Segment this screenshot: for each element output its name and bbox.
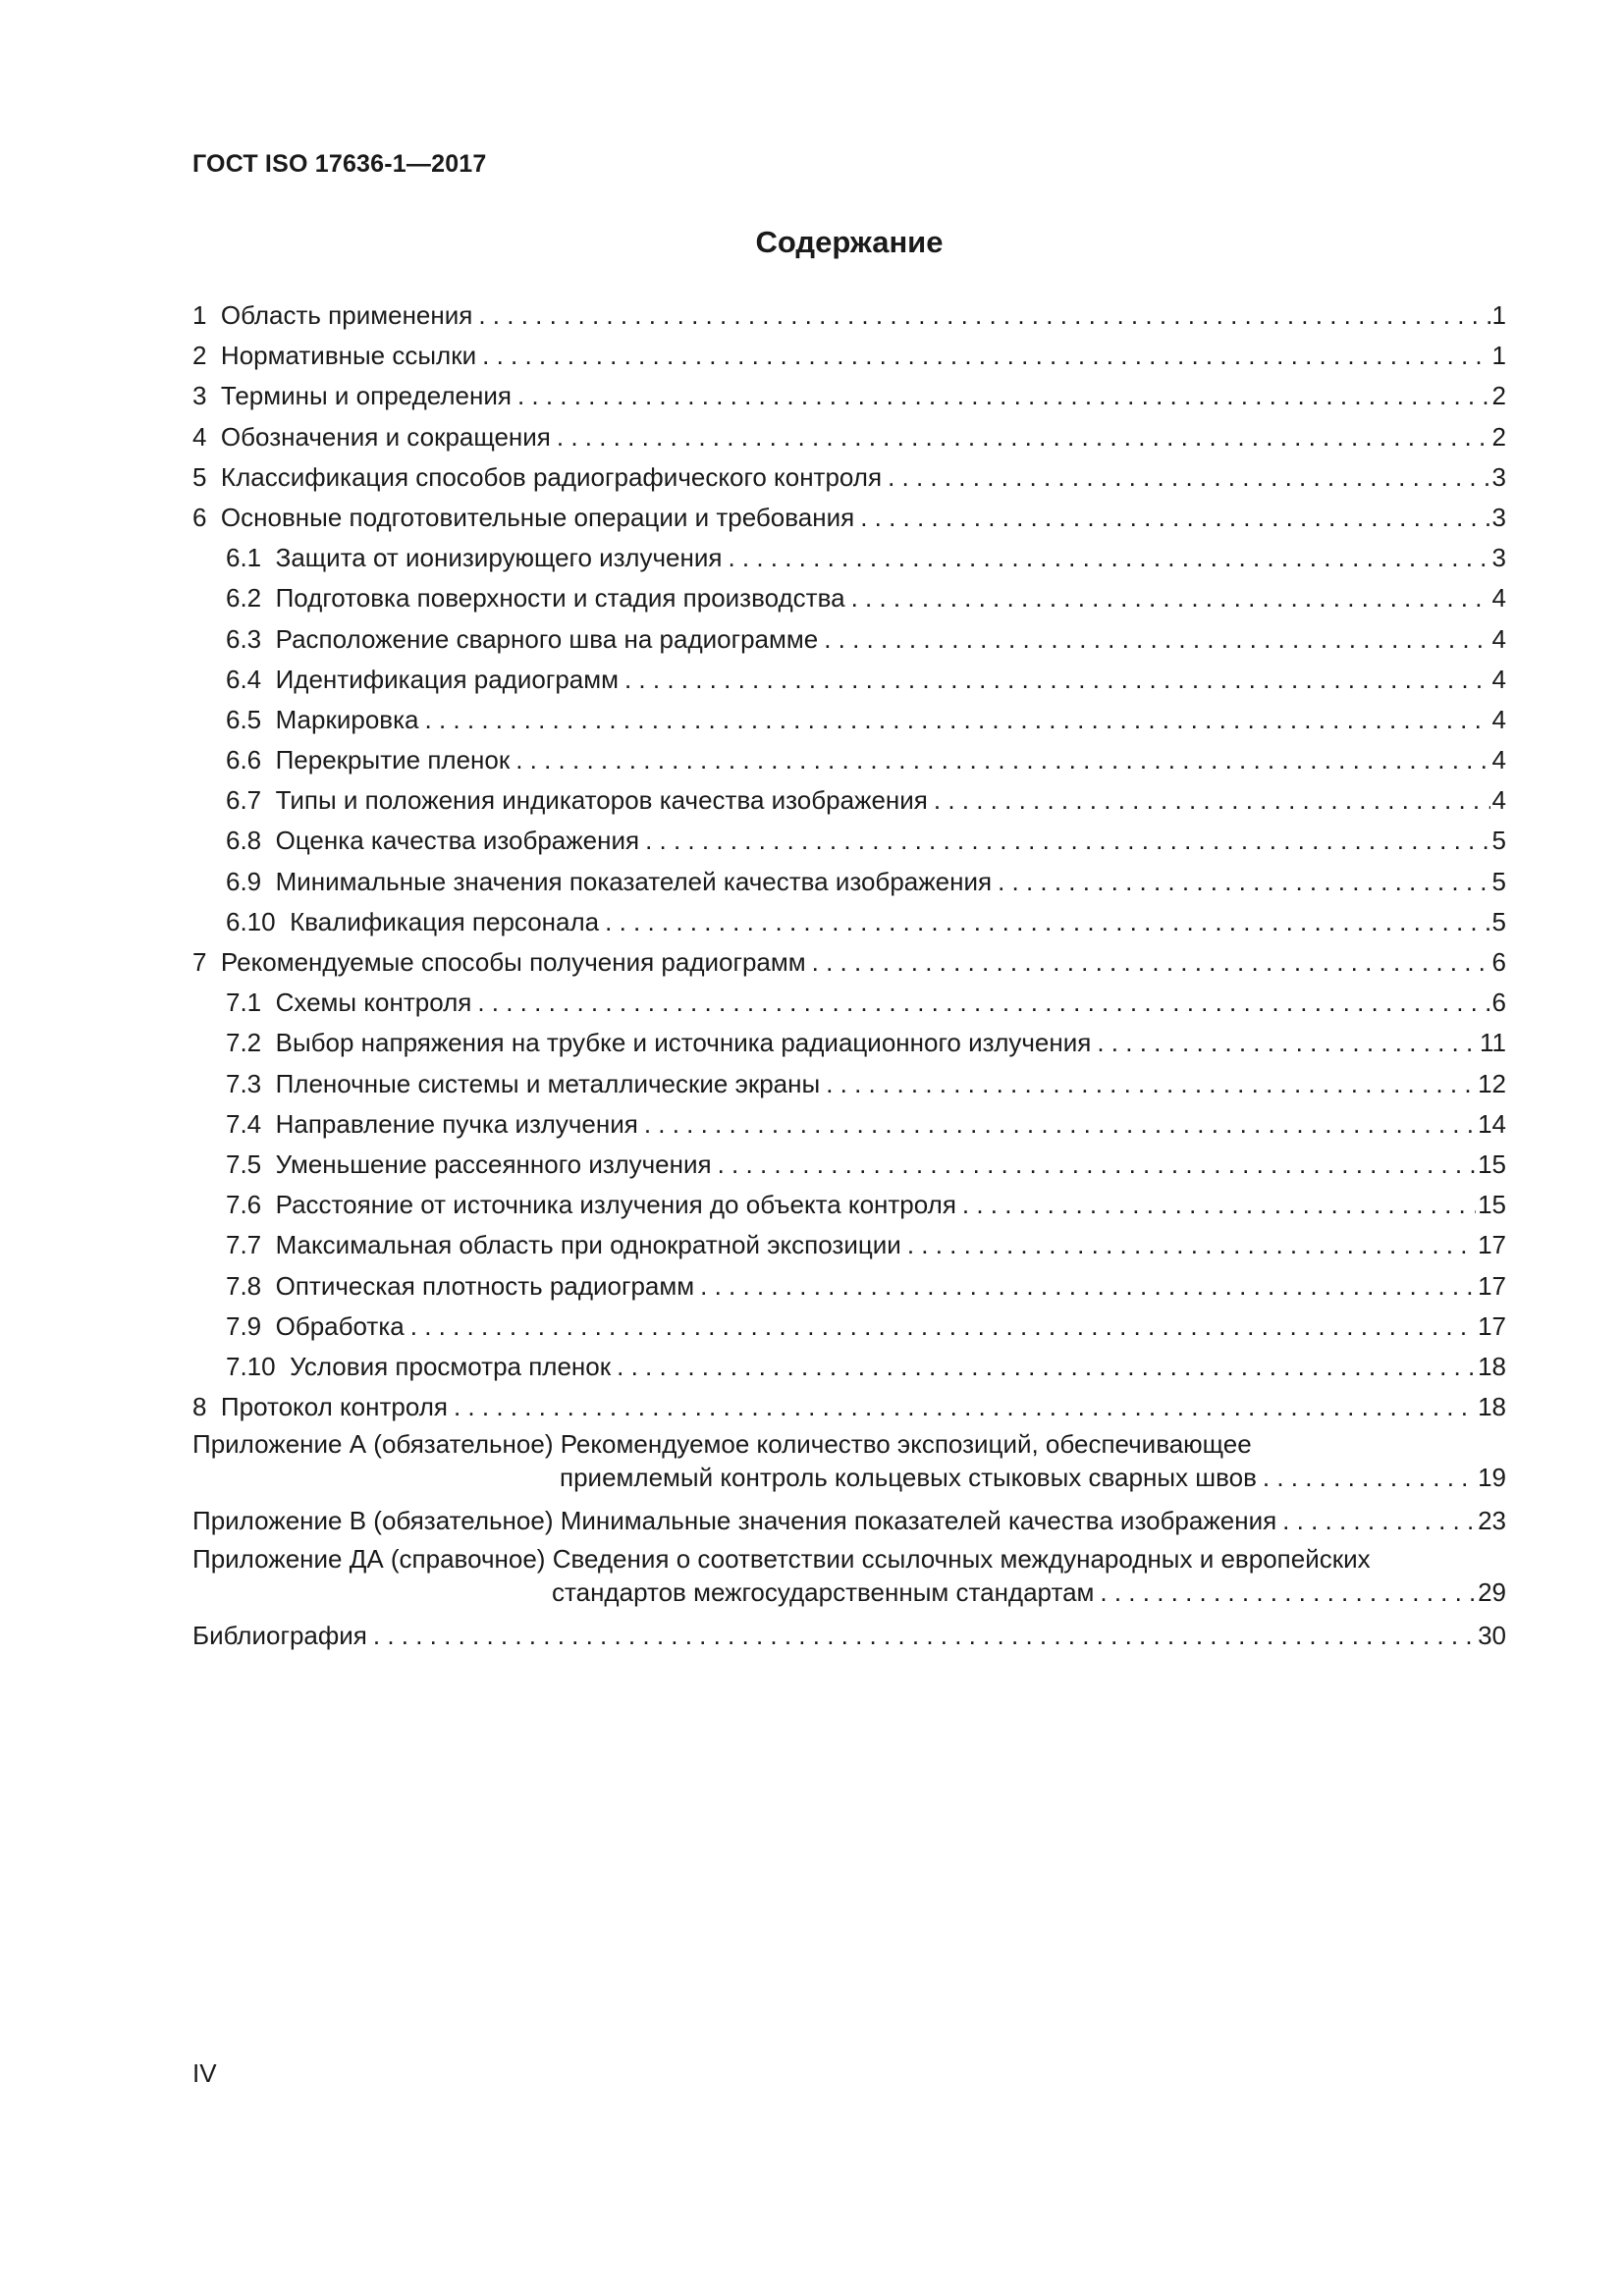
toc-entry[interactable]: [192, 295, 1506, 336]
bibliography-label: Библиография: [192, 1620, 367, 1650]
toc-entry-page: 1: [1491, 300, 1506, 330]
toc-entry-page: 4: [1491, 745, 1506, 775]
appendix-title: Рекомендуемое количество экспозиций, обеспечивающее: [560, 1429, 1252, 1460]
toc-entry-page: 1: [1491, 341, 1506, 371]
document-code: ГОСТ ISO 17636-1—2017: [192, 150, 487, 178]
dot-leader: [482, 336, 1489, 376]
toc-entry-page: 12: [1478, 1068, 1506, 1098]
toc-entry-number: 6.3: [226, 623, 262, 654]
toc-entry-label: [226, 1185, 956, 1225]
toc-entry-text: Типы и положения индикаторов качества изображения: [275, 785, 928, 816]
toc-entry-text: Выбор напряжения на трубке и источника радиационного излучения: [275, 1028, 1092, 1058]
toc-entry[interactable]: [192, 660, 1506, 700]
toc-entry-page: 15: [1478, 1190, 1506, 1220]
toc-entry-label: [192, 942, 806, 983]
toc-entry-text: Основные подготовительные операции и требования: [220, 502, 855, 532]
dot-leader: [860, 498, 1489, 538]
dot-leader: [812, 942, 1490, 983]
toc-entry[interactable]: [192, 821, 1506, 861]
appendix-prefix: Приложение ДА (справочное): [192, 1543, 546, 1574]
page-number: IV: [192, 2058, 217, 2088]
dot-leader: [824, 619, 1489, 660]
toc-entry-label: [192, 457, 882, 498]
toc-entry[interactable]: [192, 862, 1506, 902]
toc-entry-label: [226, 983, 471, 1023]
toc-entry-number: 7.2: [226, 1028, 262, 1058]
toc-entry-text: Идентификация радиограмм: [275, 664, 619, 694]
toc-entry-label: [226, 1145, 712, 1185]
toc-entry-number: 6.7: [226, 785, 262, 816]
toc-entry-label: [226, 1225, 901, 1265]
toc-entry-page: 3: [1491, 502, 1506, 532]
toc-entry-label: [226, 1266, 694, 1307]
toc-entry-text: Минимальные значения показателей качества изображения: [275, 866, 993, 896]
toc-entry-text: Расстояние от источника излучения до объекта контроля: [275, 1190, 956, 1220]
toc-entry-page: 17: [1478, 1270, 1506, 1301]
toc-entry-page: 18: [1478, 1392, 1506, 1422]
dot-leader: [557, 417, 1490, 457]
toc-entry[interactable]: [192, 1225, 1506, 1265]
toc-entry-page: 3: [1491, 461, 1506, 492]
dot-leader: [1282, 1501, 1476, 1541]
toc-entry-number: 5: [192, 461, 207, 492]
toc-entry-label: [226, 902, 599, 942]
dot-leader: [624, 660, 1490, 700]
toc-entry-number: 6.5: [226, 704, 262, 734]
toc-entry-number: 6.4: [226, 664, 262, 694]
bibliography-page: 30: [1478, 1620, 1506, 1650]
dot-leader: [477, 983, 1489, 1023]
toc-entry-label: [226, 538, 722, 578]
dot-leader: [425, 700, 1490, 740]
toc-entry[interactable]: [192, 619, 1506, 660]
dot-leader: [962, 1185, 1476, 1225]
toc-entry-page: 14: [1478, 1108, 1506, 1139]
toc-entry[interactable]: [192, 376, 1506, 416]
toc-entry-number: 7.3: [226, 1068, 262, 1098]
appendix-line-1: [192, 1542, 1506, 1575]
toc-entry-page: 2: [1491, 421, 1506, 452]
bibliography-entry[interactable]: [192, 1616, 1506, 1656]
toc-entry[interactable]: [192, 700, 1506, 740]
toc-entry-label: [226, 780, 928, 821]
toc-entry-label: [226, 1064, 820, 1104]
toc-entry[interactable]: [192, 902, 1506, 942]
toc-entry-text: Маркировка: [275, 704, 419, 734]
toc-entry[interactable]: [192, 417, 1506, 457]
appendix-line-1: [192, 1427, 1506, 1461]
toc-entry-label: [192, 498, 854, 538]
toc-entry[interactable]: [192, 498, 1506, 538]
toc-entry-text: Оптическая плотность радиограмм: [275, 1270, 695, 1301]
toc-entry-label: [226, 1347, 611, 1387]
toc-entry-page: 6: [1491, 988, 1506, 1018]
toc-entry[interactable]: [192, 538, 1506, 578]
dot-leader: [410, 1307, 1476, 1347]
toc-entry[interactable]: [192, 1307, 1506, 1347]
toc-entry[interactable]: [192, 1064, 1506, 1104]
dot-leader: [1097, 1023, 1478, 1063]
toc-entry-label: [192, 336, 476, 376]
toc-entry-label: [192, 417, 551, 457]
appendix-title: Сведения о соответствии ссылочных международных и европейских: [552, 1543, 1371, 1574]
toc-entry-label: [226, 862, 992, 902]
appendix-prefix: Приложение В (обязательное): [192, 1506, 554, 1536]
toc-entry-text: Область применения: [220, 300, 473, 330]
toc-entry[interactable]: [192, 1347, 1506, 1387]
toc-entry-page: 4: [1491, 583, 1506, 614]
toc-entry-page: 4: [1491, 704, 1506, 734]
toc-entry-label: [226, 1307, 405, 1347]
toc-entry-text: Нормативные ссылки: [220, 341, 477, 371]
appendix-line-2: [192, 1461, 1506, 1501]
toc-entry-number: 7.9: [226, 1310, 262, 1341]
toc-entry-text: Классификация способов радиографического контроля: [220, 461, 883, 492]
toc-entry[interactable]: [192, 1185, 1506, 1225]
toc-entry[interactable]: [192, 1023, 1506, 1063]
toc-entry-number: 1: [192, 300, 207, 330]
toc-entry-label: [226, 740, 510, 780]
toc-entry-page: 4: [1491, 623, 1506, 654]
dot-leader: [605, 902, 1489, 942]
toc-entry[interactable]: [192, 578, 1506, 618]
dot-leader: [515, 740, 1489, 780]
toc-entry-number: 6.8: [226, 826, 262, 856]
appendix-page: 23: [1478, 1506, 1506, 1536]
toc-entry-label: [226, 700, 419, 740]
toc-entry-number: 6.6: [226, 745, 262, 775]
toc-entry-text: Рекомендуемые способы получения радиограмм: [220, 947, 806, 977]
toc-entry-page: 5: [1491, 906, 1506, 936]
toc-entry-text: Обработка: [275, 1310, 405, 1341]
toc-entry[interactable]: [192, 983, 1506, 1023]
toc-entry-label: [226, 1023, 1091, 1063]
toc-entry-label: [226, 619, 818, 660]
dot-leader: [454, 1387, 1476, 1427]
toc-entry-label: [192, 1387, 448, 1427]
toc-entry-text: Пленочные системы и металлические экраны: [275, 1068, 821, 1098]
dot-leader: [718, 1145, 1476, 1185]
dot-leader: [826, 1064, 1476, 1104]
toc-entry-text: Условия просмотра пленок: [290, 1351, 612, 1381]
toc-entry[interactable]: [192, 336, 1506, 376]
toc-entry-number: 7.8: [226, 1270, 262, 1301]
toc-entry-page: 4: [1491, 785, 1506, 816]
toc-entry[interactable]: [192, 1266, 1506, 1307]
toc-entry-label: [192, 376, 512, 416]
dot-leader: [851, 578, 1490, 618]
toc-entry[interactable]: [192, 457, 1506, 498]
toc-entry-number: 6.10: [226, 906, 276, 936]
toc-entry-page: 3: [1491, 543, 1506, 573]
toc-entry-number: 7.6: [226, 1190, 262, 1220]
toc-entry-page: 15: [1478, 1148, 1506, 1179]
toc-entry-label: [226, 660, 619, 700]
dot-leader: [1263, 1461, 1476, 1494]
toc-entry-page: 2: [1491, 381, 1506, 411]
toc-entry-label: [226, 821, 639, 861]
toc-entry-label: [226, 1104, 638, 1145]
appendix-title: Минимальные значения показателей качества изображения: [560, 1506, 1277, 1536]
dot-leader: [907, 1225, 1476, 1265]
dot-leader: [617, 1347, 1476, 1387]
appendix-page: 19: [1478, 1463, 1506, 1493]
toc-entry-number: 7: [192, 947, 207, 977]
toc-entry[interactable]: [192, 942, 1506, 983]
toc-entry-text: Расположение сварного шва на радиограмме: [275, 623, 819, 654]
toc-entry-text: Перекрытие пленок: [275, 745, 511, 775]
toc-entry-number: 6: [192, 502, 207, 532]
toc-entry-page: 11: [1480, 1028, 1506, 1058]
dot-leader: [728, 538, 1489, 578]
dot-leader: [700, 1266, 1476, 1307]
toc-entry-label: [192, 295, 472, 336]
toc-entry-number: 8: [192, 1392, 207, 1422]
dot-leader: [644, 1104, 1476, 1145]
toc-entry-number: 2: [192, 341, 207, 371]
toc-entry-number: 7.1: [226, 988, 262, 1018]
toc-entry-text: Протокол контроля: [220, 1392, 448, 1422]
toc-entry-text: Термины и определения: [220, 381, 512, 411]
toc-entry-page: 17: [1478, 1310, 1506, 1341]
toc-entry-number: 6.1: [226, 543, 262, 573]
toc-entry-text: Схемы контроля: [275, 988, 472, 1018]
toc-entry-page: 17: [1478, 1230, 1506, 1260]
toc-entry-number: 7.5: [226, 1148, 262, 1179]
toc-entry[interactable]: [192, 1104, 1506, 1145]
table-of-contents: [192, 295, 1506, 1656]
appendix-label: [192, 1501, 1276, 1541]
toc-entry-page: 5: [1491, 866, 1506, 896]
appendix-title-continued: стандартов межгосударственным стандартам: [552, 1576, 1095, 1607]
dot-leader: [517, 376, 1490, 416]
dot-leader: [478, 295, 1489, 336]
appendix-prefix: Приложение А (обязательное): [192, 1429, 554, 1460]
toc-entry-text: Оценка качества изображения: [275, 826, 640, 856]
toc-entry-label: [226, 578, 845, 618]
toc-entry-page: 18: [1478, 1351, 1506, 1381]
toc-entry-text: Квалификация персонала: [290, 906, 600, 936]
dot-leader: [934, 780, 1490, 821]
toc-entry-number: 6.2: [226, 583, 262, 614]
toc-entry-page: 6: [1491, 947, 1506, 977]
appendix-entry[interactable]: [192, 1427, 1506, 1501]
toc-entry[interactable]: [192, 1145, 1506, 1185]
toc-entry[interactable]: [192, 780, 1506, 821]
toc-entry-text: Уменьшение рассеянного излучения: [275, 1148, 712, 1179]
toc-entry-number: 7.10: [226, 1351, 276, 1381]
toc-entry-page: 4: [1491, 664, 1506, 694]
toc-entry-text: Максимальная область при однократной экспозиции: [275, 1230, 901, 1260]
toc-entry-text: Защита от ионизирующего излучения: [275, 543, 723, 573]
toc-entry[interactable]: [192, 740, 1506, 780]
appendix-title-continued: приемлемый контроль кольцевых стыковых сварных швов: [560, 1463, 1257, 1493]
toc-entry-number: 6.9: [226, 866, 262, 896]
appendix-page: 29: [1478, 1576, 1506, 1607]
dot-leader: [888, 457, 1489, 498]
dot-leader: [373, 1616, 1476, 1656]
toc-entry-number: 7.7: [226, 1230, 262, 1260]
dot-leader: [645, 821, 1489, 861]
toc-entry-text: Направление пучка излучения: [275, 1108, 638, 1139]
toc-entry-number: 7.4: [226, 1108, 262, 1139]
dot-leader: [1100, 1575, 1476, 1609]
toc-entry[interactable]: [192, 1387, 1506, 1427]
toc-entry-number: 3: [192, 381, 207, 411]
toc-entry-text: Обозначения и сокращения: [220, 421, 551, 452]
appendix-line-2: [192, 1575, 1506, 1616]
dot-leader: [998, 862, 1489, 902]
toc-entry-number: 4: [192, 421, 207, 452]
appendix-entry[interactable]: [192, 1542, 1506, 1616]
toc-entry-text: Подготовка поверхности и стадия производства: [275, 583, 845, 614]
appendix-entry[interactable]: [192, 1501, 1506, 1541]
toc-entry-page: 5: [1491, 826, 1506, 856]
toc-title: Содержание: [755, 225, 944, 259]
